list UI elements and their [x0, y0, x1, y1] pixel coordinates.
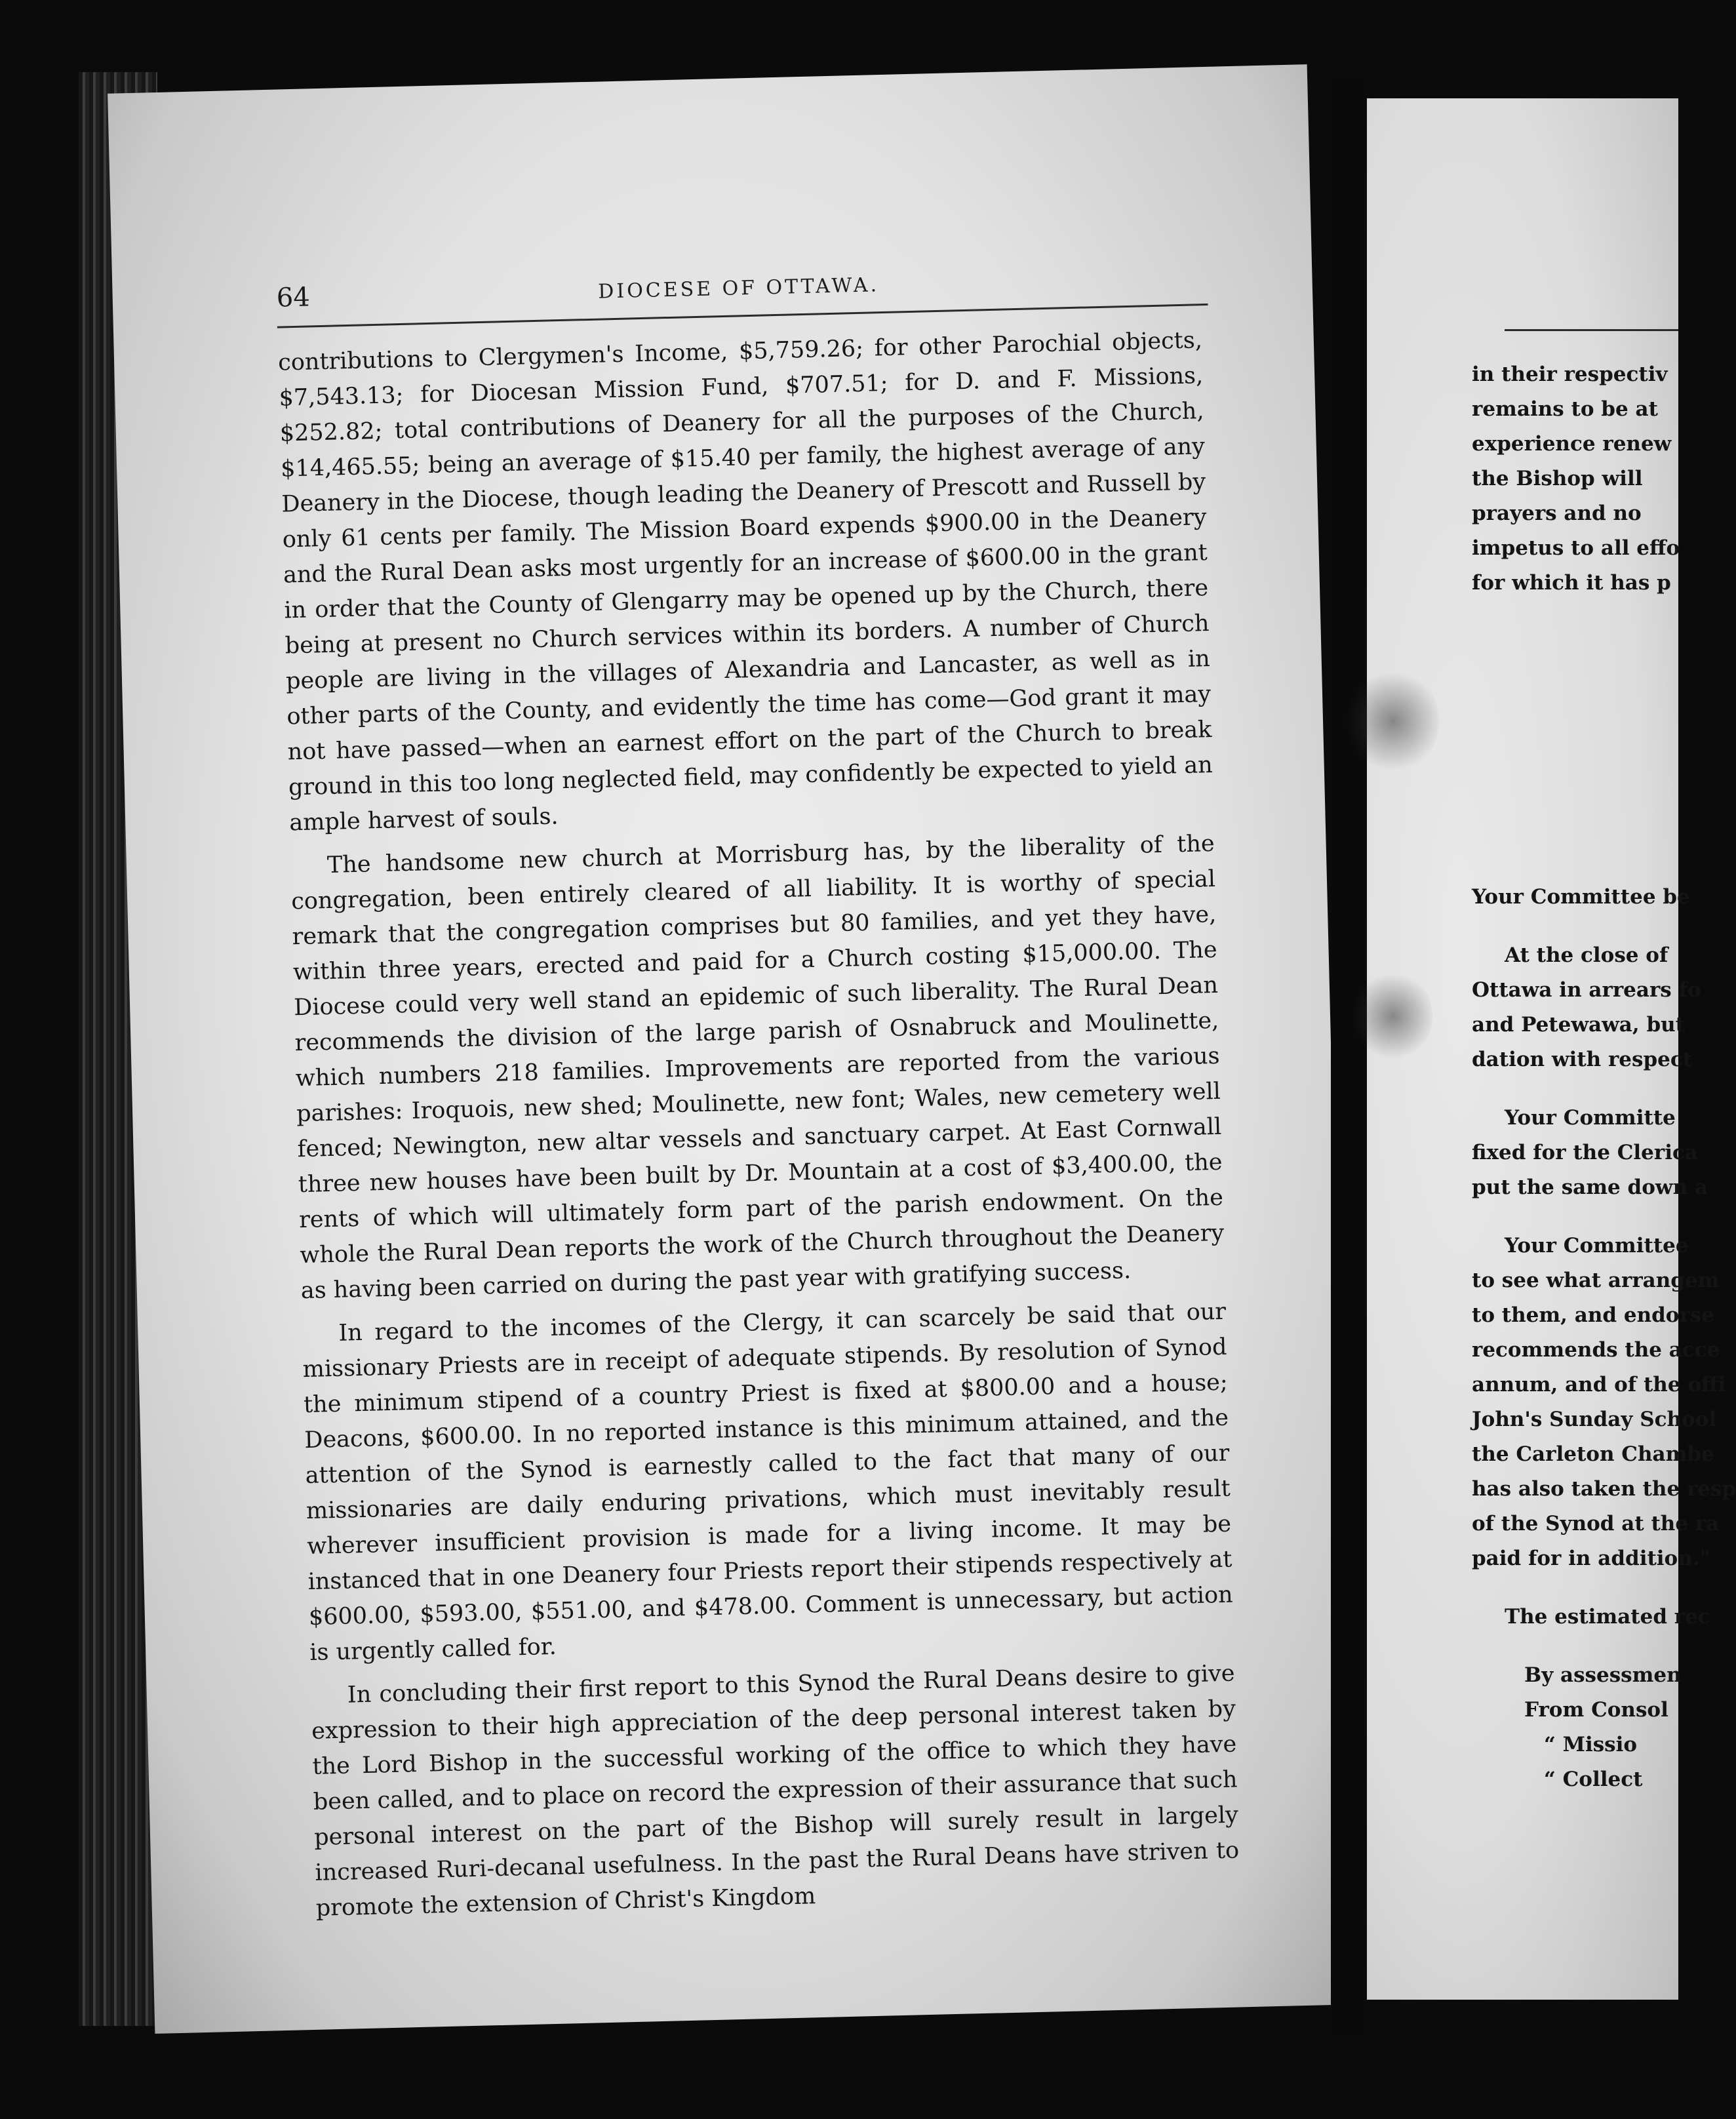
book-gutter: [1331, 79, 1367, 2039]
running-title: DIOCESE OF OTTAWA.: [597, 273, 880, 304]
text-line: Ottawa in arrears fo: [1472, 978, 1701, 1002]
text-line: recommends the acce: [1472, 1338, 1720, 1362]
left-page: [108, 64, 1354, 2034]
paragraph: In concluding their first report to this Synod the Rural Deans desire to give expression to their high appreciation of the deep personal interest taken by the Lord Bishop in the successful working of the office to which they have been called, and to place on record the expression of their assurance that such personal interest on the part of the Bishop will surely result in largely increased Ruri-decanal usefulness. In the past the Rural Deans have striven to promote the extension of Christ's Kingdom: [311, 1660, 1240, 1922]
paragraph: contributions to Clergymen's Income, $5,759.26; for other Parochial objects, $7,543.13; for Diocesan Mission Fund, $707.51; for D. and F. Missions, $252.82; total contributions of Deanery for all the purposes of the Church, $14,465.55; being an average of $15.40 per family, the highest average of any Deanery in the Diocese, though leading the Deanery of Prescott and Russell by only 61 cents per family. The Mission Board expends $900.00 in the Deanery and the Rural Dean asks most urgently for an increase of $600.00 in the grant in order that the County of Glengarry may be opened up by the Church, there being at present no Church services within its borders. A number of Church people are living in the villages of Alexandria and Lancaster, as well as in other parts of the County, and evidently the time has come—God grant it may not have passed—when an earnest effort on the part of the Church to break ground in this too long neglected field, may confidently be expected to yield an ample harvest of souls.: [277, 327, 1213, 837]
smudge: [1347, 669, 1439, 774]
list-item: From Consol: [1524, 1698, 1668, 1722]
left-page-body: [278, 323, 1241, 1934]
text-line: the Bishop will: [1472, 467, 1643, 490]
text-line: Your Committe: [1505, 1106, 1676, 1130]
text-line: put the same down a: [1472, 1176, 1708, 1199]
page-header: [269, 260, 1208, 329]
text-line: fixed for the Clerica: [1472, 1141, 1698, 1164]
text-line: annum, and of the offi: [1472, 1373, 1726, 1396]
text-line: has also taken the resp: [1472, 1477, 1736, 1501]
text-line: paid for in addition.": [1472, 1547, 1710, 1570]
right-page: [1367, 98, 1736, 2000]
text-line: prayers and no: [1472, 502, 1642, 525]
page-number: 64: [276, 282, 311, 313]
list-item: “ Missio: [1544, 1733, 1638, 1756]
text-block: [1472, 880, 1690, 915]
text-line: impetus to all effo: [1472, 536, 1680, 560]
text-line: for which it has p: [1472, 571, 1671, 595]
text-block: [1472, 1101, 1708, 1205]
text-line: remains to be at: [1472, 397, 1658, 421]
blank-space: [1472, 624, 1682, 880]
text-line: dation with respect: [1472, 1048, 1693, 1071]
right-page-body: [1472, 357, 1736, 1797]
list-item: By assessmen: [1524, 1663, 1682, 1687]
text-line: and Petewawa, but: [1472, 1013, 1686, 1037]
text-line: in their respectiv: [1472, 363, 1668, 386]
text-line: At the close of: [1505, 943, 1668, 967]
text-line: the Carleton Chambe: [1472, 1442, 1714, 1466]
text-line: of the Synod at the ra: [1472, 1512, 1720, 1535]
text-line: John's Sunday School: [1472, 1408, 1717, 1431]
text-line: to them, and endorse: [1472, 1303, 1714, 1327]
text-block: [1472, 357, 1682, 601]
text-line: experience renew: [1472, 432, 1672, 456]
receipts-list: [1472, 1658, 1682, 1797]
text-block: [1472, 1229, 1736, 1576]
text-line: The estimated rec: [1505, 1605, 1710, 1629]
text-line: Your Committee: [1505, 1234, 1689, 1258]
right-header-rule: [1505, 329, 1678, 331]
text-block: [1472, 1600, 1710, 1634]
paragraph: The handsome new church at Morrisburg has, by the liberality of the congregation, been entirely cleared of all liability. It is worthy of special remark that the congregation comprises but 80 families, and yet they have, within three years, erected and paid for a Church costing $15,000.00. The Diocese could very well stand an epidemic of such liberality. The Rural Dean recommends the division of the large parish of Osnabruck and Moulinette, which numbers 218 families. Improvements are reported from the various parishes: Iroquois, new shed; Moulinette, new font; Wales, new cemetery well fenced; Newington, new altar vessels and sanctuary carpet. At East Cornwall three new houses have been built by Dr. Mountain at a cost of $3,400.00, the rents of which will ultimately form part of the parish endowment. On the whole the Rural Dean reports the work of the Church throughout the Deanery as having been carried on during the past year with gratifying success.: [290, 830, 1225, 1305]
text-block: [1472, 938, 1701, 1077]
smudge: [1354, 970, 1432, 1062]
list-item: “ Collect: [1544, 1768, 1643, 1791]
text-line: Your Committee be: [1472, 885, 1690, 909]
text-line: to see what arrangem: [1472, 1269, 1720, 1292]
paragraph: In regard to the incomes of the Clergy, it can scarcely be said that our missionary Priests are in receipt of adequate stipends. By resolution of Synod the minimum stipend of a country Priest is fixed at $800.00 and a house; Deacons, $600.00. In no reported instance is this minimum attained, and the attention of the Synod is earnestly called to the fact that many of our missionaries are daily enduring privations, which must inevitably result wherever insufficient provision is made for a living income. It may be instanced that in one Deanery four Priests report their stipends respectively at $600.00, $593.00, $551.00, and $478.00. Comment is unnecessary, but action is urgently called for.: [302, 1298, 1234, 1666]
